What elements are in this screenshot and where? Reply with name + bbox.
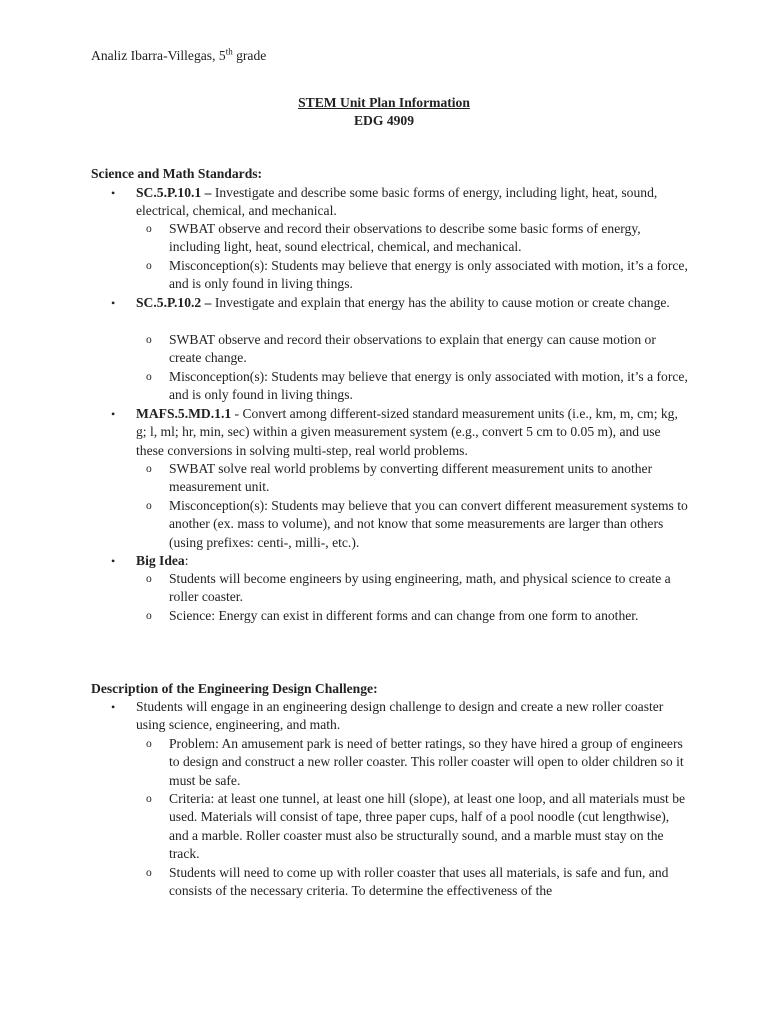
sub-item xyxy=(146,368,689,405)
sub-item-text: Students will need to come up with roller coaster that uses all materials, is safe and fun, and consists of the necessary criteria. To determine the effectiveness of the xyxy=(169,865,669,899)
sub-bullet-icon: o xyxy=(146,223,152,235)
bullet-icon: • xyxy=(111,554,116,568)
standards-heading: Science and Math Standards: xyxy=(91,166,263,181)
standard-item xyxy=(111,184,684,221)
sub-bullet-icon: o xyxy=(146,371,152,383)
author-name: Analiz Ibarra-Villegas, 5 xyxy=(91,48,226,63)
sub-item xyxy=(146,220,689,257)
sub-item xyxy=(146,331,689,368)
bullet-icon: • xyxy=(111,186,116,200)
sub-item xyxy=(146,607,689,625)
sub-bullet-icon: o xyxy=(146,500,152,512)
sub-item-text: SWBAT observe and record their observations to explain that energy can cause motion or create change. xyxy=(169,332,656,366)
course-code: EDG 4909 xyxy=(353,113,415,129)
standard-text: Investigate and explain that energy has the ability to cause motion or create change. xyxy=(211,295,670,310)
sub-item xyxy=(146,570,689,607)
bullet-icon: • xyxy=(111,407,116,421)
sub-item-text: Misconception(s): Students may believe that energy is only associated with motion, it’s a force, and is only found in living things. xyxy=(169,258,688,292)
big-idea-item xyxy=(111,552,684,570)
sub-item xyxy=(146,257,689,294)
sub-item-text: Misconception(s): Students may believe that you can convert different measurement systems to another (ex. mass to volume), and not know that some measurements are larger than others (using prefixes: centi-, milli-, etc.). xyxy=(169,498,688,550)
sub-bullet-icon: o xyxy=(146,738,152,750)
bullet-icon: • xyxy=(111,296,116,310)
standard-code: SC.5.P.10.1 – xyxy=(136,185,212,200)
sub-item xyxy=(146,497,689,552)
challenge-item xyxy=(111,698,684,735)
title-block xyxy=(0,94,768,131)
challenge-heading: Description of the Engineering Design Challenge: xyxy=(91,681,378,696)
grade-superscript: th xyxy=(225,46,233,57)
big-idea-colon: : xyxy=(184,553,189,568)
standard-code: SC.5.P.10.2 – xyxy=(136,295,212,310)
author-line xyxy=(91,47,266,65)
sub-bullet-icon: o xyxy=(146,463,152,475)
big-idea-label: Big Idea xyxy=(136,553,185,568)
sub-item-text: SWBAT solve real world problems by converting different measurement units to another measurement unit. xyxy=(169,461,653,495)
sub-item xyxy=(146,460,689,497)
sub-bullet-icon: o xyxy=(146,610,152,622)
sub-bullet-icon: o xyxy=(146,260,152,272)
sub-item-text: SWBAT observe and record their observations to describe some basic forms of energy, including light, heat, sound electrical, chemical, and mechanical. xyxy=(169,221,641,255)
sub-item-text: Science: Energy can exist in different forms and can change from one form to another. xyxy=(169,608,639,623)
sub-item-text: Problem: An amusement park is need of better ratings, so they have hired a group of engineers to design and construct a new roller coaster. This roller coaster will open to older children so it must be safe. xyxy=(169,736,684,788)
sub-item-text: Students will become engineers by using engineering, math, and physical science to create a roller coaster. xyxy=(169,571,671,605)
sub-bullet-icon: o xyxy=(146,334,152,346)
challenge-text: Students will engage in an engineering design challenge to design and create a new roller coaster using science, engineering, and math. xyxy=(136,699,664,733)
sub-item xyxy=(146,790,689,864)
sub-bullet-icon: o xyxy=(146,573,152,585)
author-grade: grade xyxy=(232,48,267,63)
sub-item xyxy=(146,735,689,790)
sub-item xyxy=(146,864,689,901)
sub-bullet-icon: o xyxy=(146,867,152,879)
sub-bullet-icon: o xyxy=(146,793,152,805)
bullet-icon: • xyxy=(111,700,116,714)
standard-item xyxy=(111,405,684,460)
standard-text: - Convert among different-sized standard measurement units (i.e., km, m, cm; kg, g; l, ml; hr, min, sec) within a given measurement system (e.g., convert 5 cm to 0.05 m), and use these conversions in solving multi-step, real world problems. xyxy=(136,406,678,458)
sub-item-text: Criteria: at least one tunnel, at least one hill (slope), at least one loop, and all materials must be used. Materials will consist of tape, three paper cups, half of a pool noodle (cut lengthwise), and a marble. Roller coaster must also be structurally sound, and a marble must stay on the track. xyxy=(169,791,686,862)
standard-code: MAFS.5.MD.1.1 xyxy=(136,406,232,421)
standard-item xyxy=(111,294,684,312)
standard-text: Investigate and describe some basic forms of energy, including light, heat, sound, electrical, chemical, and mechanical. xyxy=(136,185,658,219)
document-title: STEM Unit Plan Information xyxy=(298,95,470,110)
sub-item-text: Misconception(s): Students may believe that energy is only associated with motion, it’s a force, and is only found in living things. xyxy=(169,369,688,403)
